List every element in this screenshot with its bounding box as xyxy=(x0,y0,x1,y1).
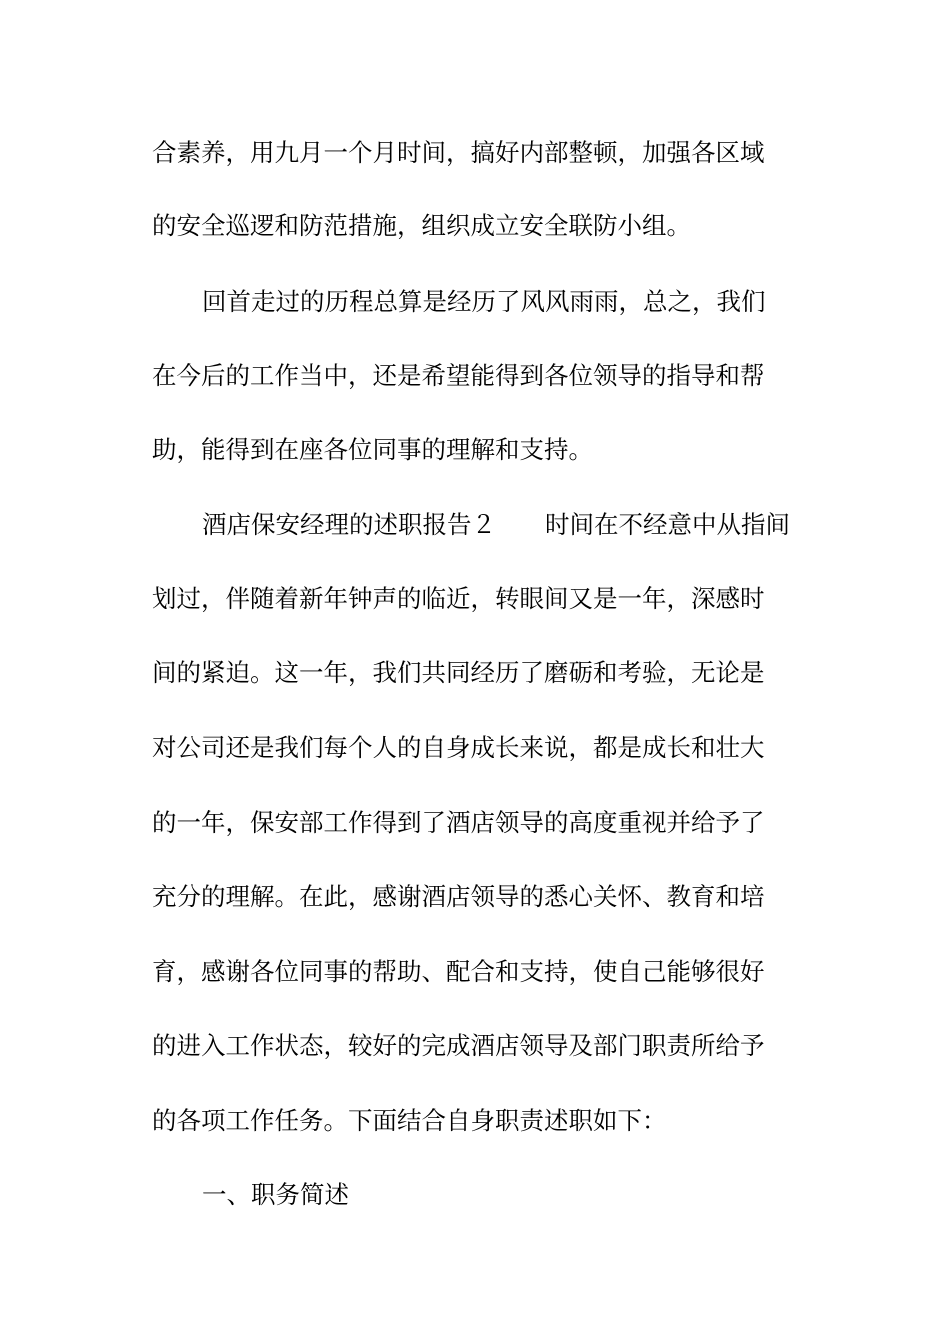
paragraph-line: 的一年，保安部工作得到了酒店领导的高度重视并给予了 xyxy=(152,808,765,837)
paragraph-line: 划过，伴随着新年钟声的临近，转眼间又是一年，深感时 xyxy=(152,584,765,613)
paragraph-line: 的进入工作状态，较好的完成酒店领导及部门职责所给予 xyxy=(152,1031,765,1060)
paragraph-line: 回首走过的历程总算是经历了风风雨雨，总之，我们 xyxy=(202,287,766,316)
paragraph-line: 间的紧迫。这一年，我们共同经历了磨砺和考验，无论是 xyxy=(152,658,765,687)
paragraph-line: 在今后的工作当中，还是希望能得到各位领导的指导和帮 xyxy=(152,361,765,390)
paragraph-line: 助，能得到在座各位同事的理解和支持。 xyxy=(152,435,593,464)
section-heading: 一、职务简述 xyxy=(202,1180,349,1209)
paragraph-line: 育，感谢各位同事的帮助、配合和支持，使自己能够很好 xyxy=(152,957,765,986)
paragraph-line: 对公司还是我们每个人的自身成长来说，都是成长和壮大 xyxy=(152,733,765,762)
paragraph-line: 酒店保安经理的述职报告２ 时间在不经意中从指间 xyxy=(202,510,790,539)
paragraph-line: 的安全巡逻和防范措施，组织成立安全联防小组。 xyxy=(152,211,691,240)
paragraph-line: 充分的理解。在此，感谢酒店领导的悉心关怀、教育和培 xyxy=(152,882,765,911)
paragraph-line: 的各项工作任务。下面结合自身职责述职如下： xyxy=(152,1106,667,1135)
paragraph-line: 合素养，用九月一个月时间，搞好内部整顿，加强各区域 xyxy=(152,138,765,167)
